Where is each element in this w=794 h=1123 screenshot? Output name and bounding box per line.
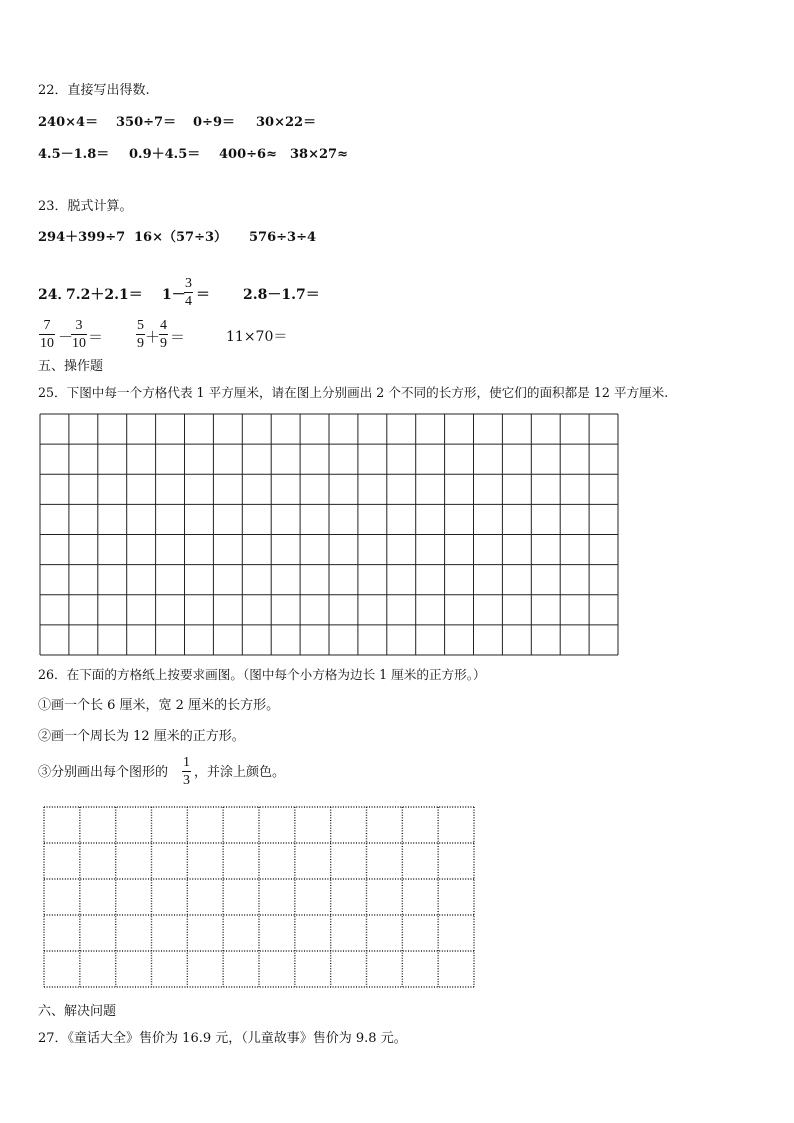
q22-item-8: 38×27≈ xyxy=(290,147,348,162)
q23-item-1: 294＋399÷7 xyxy=(38,230,126,245)
q23-item-3: 576÷3÷4 xyxy=(249,230,317,245)
q25-square-grid[interactable] xyxy=(39,413,619,656)
q24-expr-1: 7.2＋2.1＝ xyxy=(66,287,143,303)
q22-title: 22．直接写出得数. xyxy=(38,83,150,98)
q24-number: 24． xyxy=(38,287,72,303)
fraction-bar xyxy=(159,334,168,335)
q24-expr-6: 11×70＝ xyxy=(226,329,288,345)
q22-item-5: 4.5－1.8＝ xyxy=(38,147,110,162)
section-6-heading: 六、解决问题 xyxy=(38,1004,117,1019)
fraction-bar xyxy=(182,771,191,772)
q24-expr-4-tail: ＝ xyxy=(88,330,104,346)
q24-expr-4-op: － xyxy=(58,330,74,346)
q22-item-4: 30×22＝ xyxy=(256,115,317,130)
q26-item-1: ①画一个长 6 厘米，宽 2 厘米的长方形。 xyxy=(38,698,280,713)
q22-item-6: 0.9＋4.5＝ xyxy=(129,147,201,162)
fraction-numerator: 1 xyxy=(183,755,190,770)
q24-expr-5-op: ＋ xyxy=(145,330,161,346)
fraction-bar xyxy=(184,292,193,293)
q24-expr-5-tail: ＝ xyxy=(170,330,186,346)
q24-expr-2-lead: 1－ xyxy=(162,287,186,303)
q23-title: 23．脱式计算。 xyxy=(38,199,133,214)
fraction-numerator: 4 xyxy=(160,318,167,333)
q22-item-3: 0÷9＝ xyxy=(193,115,235,130)
q24-expr-2-tail: ＝ xyxy=(196,287,210,303)
q24-expr-2-fraction xyxy=(184,276,193,309)
fraction-denominator: 9 xyxy=(137,336,144,351)
q26-item-3-tail: ，并涂上颜色。 xyxy=(194,765,286,780)
fraction-numerator: 5 xyxy=(137,318,144,333)
q22-item-2: 350÷7＝ xyxy=(116,115,177,130)
q24-expr-5-fraction-a xyxy=(136,318,145,351)
fraction-denominator: 4 xyxy=(185,294,192,309)
q24-expr-4-fraction-b xyxy=(71,318,87,351)
fraction-denominator: 3 xyxy=(183,773,190,788)
fraction-denominator: 10 xyxy=(40,336,54,351)
q26-item-3-fraction xyxy=(182,755,191,788)
fraction-denominator: 10 xyxy=(72,336,86,351)
q24-expr-4-fraction-a xyxy=(39,318,55,351)
q26-text: 26．在下面的方格纸上按要求画图。（图中每个小方格为边长 1 厘米的正方形。） xyxy=(38,667,486,682)
q22-item-7: 400÷6≈ xyxy=(219,147,277,162)
q26-item-3-lead: ③分别画出每个图形的 xyxy=(38,765,169,780)
q22-item-1: 240×4＝ xyxy=(38,115,99,130)
fraction-bar xyxy=(39,334,55,335)
fraction-denominator: 9 xyxy=(160,336,167,351)
fraction-numerator: 7 xyxy=(43,318,51,333)
fraction-bar xyxy=(71,334,87,335)
q27-text: 27．《童话大全》售价为 16.9 元，（儿童故事》售价为 9.8 元。 xyxy=(38,1031,407,1046)
fraction-bar xyxy=(136,334,145,335)
q26-dotted-grid[interactable] xyxy=(43,806,475,988)
q25-text: 25．下图中每一个方格代表 1 平方厘米，请在图上分别画出 2 个不同的长方形，使它们的面积都是 12 平方厘米. xyxy=(38,385,669,400)
fraction-numerator: 3 xyxy=(185,276,192,291)
q26-item-2: ②画一个周长为 12 厘米的正方形。 xyxy=(38,729,245,744)
q24-expr-3: 2.8－1.7＝ xyxy=(243,287,320,303)
q23-item-2: 16×（57÷3） xyxy=(134,230,228,245)
fraction-numerator: 3 xyxy=(75,318,83,333)
q24-expr-5-fraction-b xyxy=(159,318,168,351)
section-5-heading: 五、操作题 xyxy=(38,359,104,374)
